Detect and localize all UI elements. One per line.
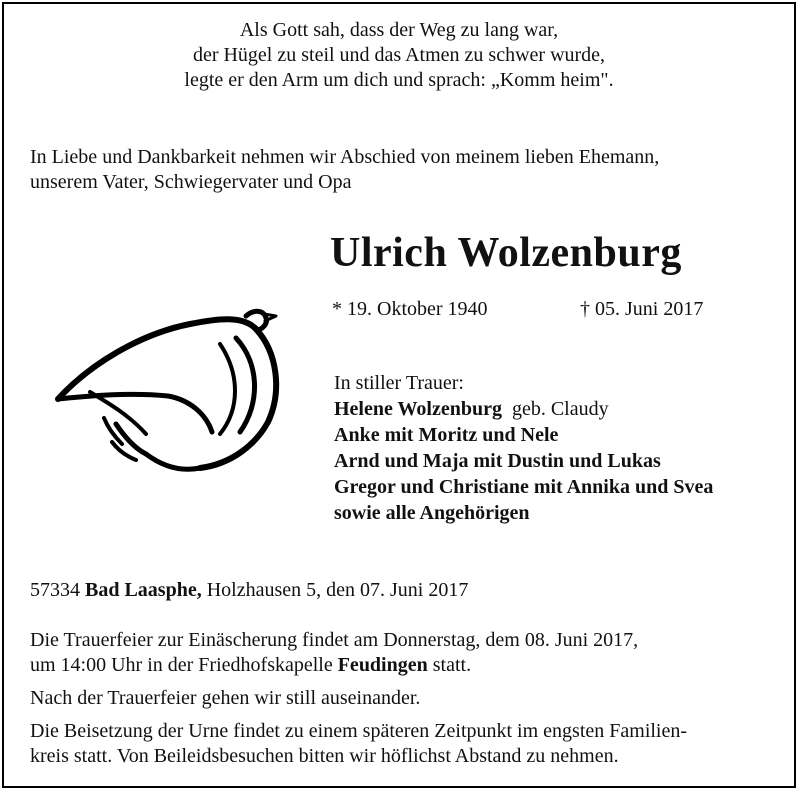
service-text: kreis statt. Von Beileidsbesuchen bitten wir höflichst Abstand zu nehmen.: [30, 745, 619, 767]
service-info: [30, 628, 780, 769]
mourner-line: Gregor und Christiane mit Annika und Svea: [334, 476, 714, 498]
service-text: Die Trauerfeier zur Einäscherung findet am Donnerstag, dem 08. Juni 2017,: [30, 629, 639, 651]
mourner-note: geb. Claudy: [511, 398, 609, 420]
mourners-heading: In stiller Trauer:: [334, 372, 464, 394]
service-text: um 14:00 Uhr in der Friedhofskapelle: [30, 654, 333, 676]
intro-line: In Liebe und Dankbarkeit nehmen wir Abschied von meinem lieben Ehemann,: [30, 146, 660, 168]
chapel-location: Feudingen: [337, 654, 428, 676]
poem-line: legte er den Arm um dich und sprach: „Komm heim".: [184, 69, 614, 91]
death-date: † 05. Juni 2017: [580, 298, 704, 320]
service-paragraph: [30, 719, 780, 769]
mourner-line: [334, 396, 713, 422]
intro-text: [30, 145, 770, 195]
birth-date: * 19. Oktober 1940: [332, 298, 488, 320]
dove-icon: [50, 304, 290, 484]
deceased-name: Ulrich Wolzenburg: [330, 230, 682, 276]
poem: [4, 18, 794, 93]
mourner-line: Arnd und Maja mit Dustin und Lukas: [334, 450, 661, 472]
mourner-name: Helene Wolzenburg: [334, 398, 502, 420]
service-text: statt.: [432, 654, 472, 676]
mourners-list: [334, 370, 713, 526]
life-dates: [332, 296, 732, 322]
intro-line: unserem Vater, Schwiegervater und Opa: [30, 171, 352, 193]
address-date: Holzhausen 5, den 07. Juni 2017: [206, 579, 469, 601]
zip-code: 57334: [30, 579, 80, 601]
town-name: Bad Laasphe,: [85, 579, 202, 601]
service-paragraph: Nach der Trauerfeier gehen wir still auseinander.: [30, 687, 421, 709]
place-date: [30, 577, 468, 603]
obituary-notice: [2, 2, 796, 788]
service-paragraph: [30, 628, 780, 678]
mourner-line: Anke mit Moritz und Nele: [334, 424, 559, 446]
poem-line: Als Gott sah, dass der Weg zu lang war,: [239, 19, 559, 41]
service-text: Die Beisetzung der Urne findet zu einem späteren Zeitpunkt im engsten Familien-: [30, 720, 688, 742]
poem-line: der Hügel zu steil und das Atmen zu schwer wurde,: [192, 44, 606, 66]
mourner-line: sowie alle Angehörigen: [334, 502, 530, 524]
